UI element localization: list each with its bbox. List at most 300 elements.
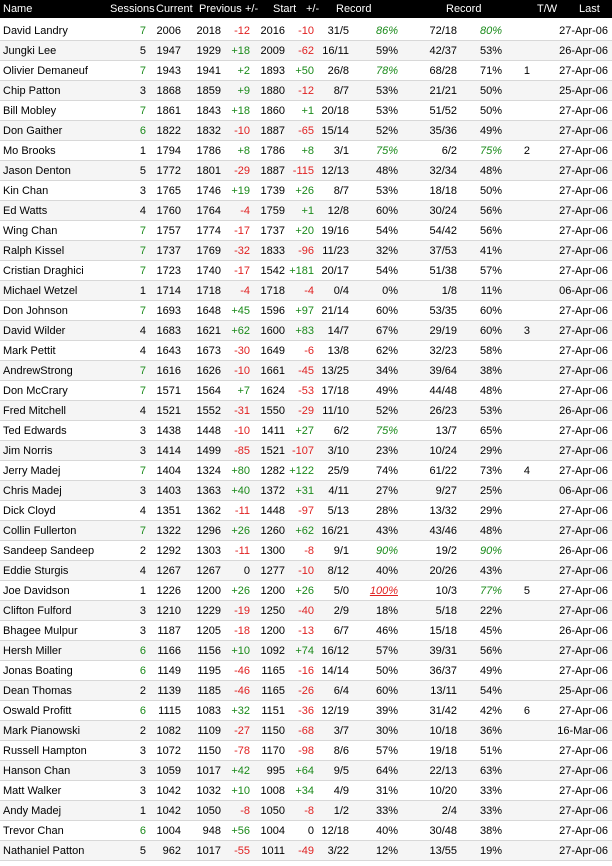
total-pct-cell: 80% bbox=[479, 25, 502, 37]
current-rating-cell: 1187 bbox=[157, 625, 181, 637]
sessions-cell: 1 bbox=[139, 585, 146, 597]
session-record-cell: 4/11 bbox=[328, 485, 349, 497]
current-rating-cell: 1267 bbox=[156, 565, 181, 577]
current-rating-cell: 1226 bbox=[156, 585, 181, 597]
delta-previous-cell: +2 bbox=[237, 65, 250, 77]
session-pct-cell: 60% bbox=[375, 685, 398, 697]
player-name: Fred Mitchell bbox=[3, 405, 66, 417]
delta-previous-cell: +42 bbox=[231, 765, 250, 777]
table-row bbox=[0, 181, 612, 201]
player-name: Ted Edwards bbox=[3, 425, 67, 437]
total-record-cell: 21/21 bbox=[429, 85, 457, 97]
previous-rating-cell: 1017 bbox=[196, 765, 221, 777]
session-pct-cell: 40% bbox=[375, 825, 398, 837]
delta-start-cell: +83 bbox=[295, 325, 314, 337]
player-name: Michael Wetzel bbox=[3, 285, 78, 297]
last-played-cell: 25-Apr-06 bbox=[559, 85, 608, 97]
delta-start-cell: -45 bbox=[298, 365, 314, 377]
previous-rating-cell: 1769 bbox=[196, 245, 221, 257]
previous-rating-cell: 1109 bbox=[197, 725, 221, 737]
delta-start-cell: -29 bbox=[298, 405, 314, 417]
player-name: Olivier Demaneuf bbox=[3, 65, 88, 77]
previous-rating-cell: 1764 bbox=[196, 205, 221, 217]
previous-rating-cell: 1673 bbox=[196, 345, 221, 357]
total-pct-cell: 53% bbox=[479, 45, 502, 57]
sessions-cell: 2 bbox=[139, 725, 146, 737]
start-rating-cell: 1170 bbox=[261, 745, 285, 757]
delta-start-cell: -65 bbox=[298, 125, 314, 137]
sessions-cell: 4 bbox=[139, 325, 146, 337]
delta-previous-cell: +45 bbox=[231, 305, 250, 317]
delta-previous-cell: +80 bbox=[231, 465, 250, 477]
table-row bbox=[0, 321, 612, 341]
session-record-cell: 5/0 bbox=[333, 585, 349, 597]
previous-rating-cell: 1941 bbox=[196, 65, 221, 77]
previous-rating-cell: 1050 bbox=[196, 805, 221, 817]
delta-start-cell: -26 bbox=[298, 685, 314, 697]
header-previous: Previous bbox=[199, 3, 242, 15]
start-rating-cell: 1008 bbox=[260, 785, 285, 797]
table-header bbox=[0, 0, 612, 18]
last-played-cell: 06-Apr-06 bbox=[559, 485, 608, 497]
player-name: Jason Denton bbox=[3, 165, 71, 177]
start-rating-cell: 1759 bbox=[260, 205, 285, 217]
last-played-cell: 27-Apr-06 bbox=[559, 185, 608, 197]
session-pct-cell: 18% bbox=[375, 605, 398, 617]
delta-previous-cell: -17 bbox=[234, 265, 250, 277]
sessions-cell: 6 bbox=[139, 705, 146, 717]
session-pct-cell: 86% bbox=[375, 25, 398, 37]
sessions-cell: 7 bbox=[139, 265, 146, 277]
delta-start-cell: -40 bbox=[298, 605, 314, 617]
previous-rating-cell: 1564 bbox=[196, 385, 221, 397]
session-record-cell: 8/6 bbox=[333, 745, 349, 757]
previous-rating-cell: 1448 bbox=[196, 425, 221, 437]
delta-start-cell: -12 bbox=[298, 85, 314, 97]
header-start: Start bbox=[273, 3, 297, 15]
sessions-cell: 3 bbox=[139, 605, 146, 617]
total-record-cell: 39/64 bbox=[429, 365, 457, 377]
start-rating-cell: 1833 bbox=[260, 245, 285, 257]
current-rating-cell: 1822 bbox=[156, 125, 181, 137]
total-record-cell: 51/52 bbox=[429, 105, 457, 117]
start-rating-cell: 1600 bbox=[260, 325, 285, 337]
current-rating-cell: 1714 bbox=[156, 285, 181, 297]
session-pct-cell: 57% bbox=[375, 645, 398, 657]
last-played-cell: 27-Apr-06 bbox=[559, 845, 608, 857]
delta-previous-cell: +40 bbox=[231, 485, 250, 497]
last-played-cell: 27-Apr-06 bbox=[559, 645, 608, 657]
player-name: Andy Madej bbox=[3, 805, 62, 817]
last-played-cell: 26-Apr-06 bbox=[559, 625, 608, 637]
session-pct-cell: 49% bbox=[375, 385, 398, 397]
delta-start-cell: +122 bbox=[289, 465, 314, 477]
start-rating-cell: 1151 bbox=[261, 705, 285, 717]
delta-previous-cell: -11 bbox=[234, 505, 250, 517]
header-name: Name bbox=[3, 3, 33, 15]
delta-previous-cell: -10 bbox=[234, 365, 250, 377]
delta-previous-cell: +56 bbox=[231, 825, 250, 837]
session-record-cell: 12/19 bbox=[321, 705, 349, 717]
session-record-cell: 8/12 bbox=[327, 565, 349, 577]
previous-rating-cell: 1150 bbox=[197, 745, 221, 757]
table-row bbox=[0, 161, 612, 181]
total-pct-cell: 56% bbox=[479, 205, 502, 217]
start-rating-cell: 1661 bbox=[260, 365, 285, 377]
session-pct-cell: 53% bbox=[375, 105, 398, 117]
sessions-cell: 5 bbox=[139, 165, 146, 177]
player-name: Chris Madej bbox=[3, 485, 62, 497]
header-last: Last bbox=[579, 3, 600, 15]
delta-start-cell: -107 bbox=[291, 445, 314, 457]
delta-previous-cell: 0 bbox=[243, 565, 250, 577]
session-pct-cell: 43% bbox=[375, 525, 398, 537]
previous-rating-cell: 1499 bbox=[196, 445, 221, 457]
table-row bbox=[0, 201, 612, 221]
player-name: Collin Fullerton bbox=[3, 525, 77, 537]
total-pct-cell: 73% bbox=[479, 465, 502, 477]
current-rating-cell: 1765 bbox=[156, 185, 181, 197]
current-rating-cell: 1438 bbox=[156, 425, 181, 437]
table-row bbox=[0, 841, 612, 861]
sessions-cell: 4 bbox=[139, 205, 146, 217]
total-record-cell: 13/7 bbox=[435, 425, 457, 437]
delta-start-cell: -16 bbox=[298, 665, 314, 677]
session-pct-cell: 74% bbox=[375, 465, 398, 477]
sessions-cell: 6 bbox=[139, 665, 146, 677]
session-record-cell: 20/18 bbox=[321, 105, 349, 117]
session-pct-cell: 12% bbox=[375, 845, 398, 857]
session-record-cell: 21/14 bbox=[321, 305, 349, 317]
current-rating-cell: 1794 bbox=[156, 145, 181, 157]
session-pct-cell: 34% bbox=[375, 365, 398, 377]
last-played-cell: 26-Apr-06 bbox=[559, 545, 608, 557]
table-row bbox=[0, 21, 612, 41]
session-pct-cell: 54% bbox=[375, 265, 398, 277]
session-record-cell: 11/23 bbox=[322, 245, 349, 257]
sessions-cell: 1 bbox=[139, 285, 146, 297]
sessions-cell: 3 bbox=[139, 185, 146, 197]
total-record-cell: 30/48 bbox=[429, 825, 457, 837]
total-record-cell: 13/55 bbox=[429, 845, 457, 857]
previous-rating-cell: 1296 bbox=[196, 525, 221, 537]
delta-previous-cell: +10 bbox=[231, 785, 250, 797]
player-name: Don McCrary bbox=[3, 385, 68, 397]
table-row bbox=[0, 781, 612, 801]
last-played-cell: 27-Apr-06 bbox=[559, 705, 608, 717]
delta-start-cell: -98 bbox=[298, 745, 314, 757]
delta-previous-cell: -8 bbox=[240, 805, 250, 817]
current-rating-cell: 1322 bbox=[156, 525, 181, 537]
tw-cell: 6 bbox=[523, 705, 530, 717]
total-record-cell: 20/26 bbox=[429, 565, 457, 577]
session-record-cell: 16/21 bbox=[321, 525, 349, 537]
start-rating-cell: 1200 bbox=[260, 585, 285, 597]
previous-rating-cell: 1363 bbox=[196, 485, 221, 497]
session-record-cell: 3/7 bbox=[333, 725, 349, 737]
session-pct-cell: 60% bbox=[375, 205, 398, 217]
start-rating-cell: 2009 bbox=[260, 45, 285, 57]
delta-previous-cell: -4 bbox=[240, 205, 250, 217]
total-pct-cell: 56% bbox=[479, 225, 502, 237]
last-played-cell: 27-Apr-06 bbox=[559, 65, 608, 77]
current-rating-cell: 1351 bbox=[156, 505, 181, 517]
player-name: Sandeep Sandeep bbox=[3, 545, 95, 557]
session-record-cell: 3/22 bbox=[327, 845, 349, 857]
total-pct-cell: 77% bbox=[479, 585, 502, 597]
current-rating-cell: 962 bbox=[162, 845, 181, 857]
session-record-cell: 3/1 bbox=[333, 145, 349, 157]
delta-start-cell: +181 bbox=[289, 265, 314, 277]
header-sessions: Sessions bbox=[110, 3, 155, 15]
session-pct-cell: 27% bbox=[375, 485, 398, 497]
sessions-cell: 3 bbox=[139, 765, 146, 777]
player-name: Russell Hampton bbox=[3, 745, 87, 757]
session-record-cell: 15/14 bbox=[321, 125, 349, 137]
delta-previous-cell: -46 bbox=[234, 665, 250, 677]
player-name: Hersh Miller bbox=[3, 645, 62, 657]
total-pct-cell: 51% bbox=[479, 745, 502, 757]
start-rating-cell: 1411 bbox=[261, 425, 285, 437]
total-record-cell: 39/31 bbox=[429, 645, 457, 657]
player-name: Wing Chan bbox=[3, 225, 58, 237]
delta-previous-cell: +10 bbox=[231, 645, 250, 657]
sessions-cell: 7 bbox=[139, 465, 146, 477]
player-name: Mark Pettit bbox=[3, 345, 56, 357]
session-record-cell: 12/18 bbox=[321, 825, 349, 837]
sessions-cell: 1 bbox=[139, 805, 146, 817]
total-record-cell: 37/53 bbox=[429, 245, 457, 257]
delta-previous-cell: -32 bbox=[234, 245, 250, 257]
current-rating-cell: 2006 bbox=[156, 25, 181, 37]
start-rating-cell: 1542 bbox=[260, 265, 285, 277]
delta-previous-cell: +26 bbox=[231, 585, 250, 597]
total-record-cell: 53/35 bbox=[429, 305, 457, 317]
session-pct-cell: 64% bbox=[375, 765, 398, 777]
delta-start-cell: -13 bbox=[298, 625, 314, 637]
player-name: Nathaniel Patton bbox=[3, 845, 85, 857]
start-rating-cell: 1200 bbox=[260, 625, 285, 637]
sessions-cell: 4 bbox=[139, 565, 146, 577]
total-record-cell: 61/22 bbox=[429, 465, 457, 477]
delta-start-cell: +74 bbox=[295, 645, 314, 657]
session-record-cell: 16/11 bbox=[322, 45, 349, 57]
table-row bbox=[0, 661, 612, 681]
last-played-cell: 27-Apr-06 bbox=[559, 805, 608, 817]
session-record-cell: 26/8 bbox=[327, 65, 349, 77]
last-played-cell: 27-Apr-06 bbox=[559, 245, 608, 257]
total-pct-cell: 60% bbox=[479, 325, 502, 337]
current-rating-cell: 1571 bbox=[156, 385, 181, 397]
session-record-cell: 3/10 bbox=[327, 445, 349, 457]
last-played-cell: 27-Apr-06 bbox=[559, 165, 608, 177]
session-record-cell: 19/16 bbox=[321, 225, 349, 237]
player-name: Eddie Sturgis bbox=[3, 565, 69, 577]
session-pct-cell: 31% bbox=[375, 785, 398, 797]
delta-previous-cell: -11 bbox=[234, 545, 250, 557]
start-rating-cell: 995 bbox=[266, 765, 285, 777]
current-rating-cell: 1643 bbox=[156, 345, 181, 357]
previous-rating-cell: 1229 bbox=[196, 605, 221, 617]
session-pct-cell: 59% bbox=[375, 45, 398, 57]
session-record-cell: 31/5 bbox=[327, 25, 349, 37]
last-played-cell: 27-Apr-06 bbox=[559, 505, 608, 517]
delta-previous-cell: +18 bbox=[231, 105, 250, 117]
header-delta-start: +/- bbox=[306, 3, 320, 15]
total-pct-cell: 56% bbox=[479, 645, 502, 657]
delta-previous-cell: -12 bbox=[234, 25, 250, 37]
last-played-cell: 27-Apr-06 bbox=[559, 145, 608, 157]
total-pct-cell: 48% bbox=[479, 385, 502, 397]
sessions-cell: 3 bbox=[139, 425, 146, 437]
table-row bbox=[0, 141, 612, 161]
start-rating-cell: 1165 bbox=[261, 685, 285, 697]
header-record-session: Record bbox=[336, 3, 372, 15]
start-rating-cell: 1150 bbox=[261, 725, 285, 737]
delta-start-cell: +64 bbox=[295, 765, 314, 777]
delta-previous-cell: -27 bbox=[234, 725, 250, 737]
previous-rating-cell: 1200 bbox=[196, 585, 221, 597]
delta-previous-cell: +62 bbox=[231, 325, 250, 337]
previous-rating-cell: 1267 bbox=[196, 565, 221, 577]
table-row bbox=[0, 381, 612, 401]
session-record-cell: 13/25 bbox=[321, 365, 349, 377]
session-record-cell: 4/9 bbox=[333, 785, 349, 797]
previous-rating-cell: 1801 bbox=[196, 165, 221, 177]
current-rating-cell: 1723 bbox=[156, 265, 181, 277]
session-pct-cell: 23% bbox=[375, 445, 398, 457]
previous-rating-cell: 1017 bbox=[196, 845, 221, 857]
total-record-cell: 10/20 bbox=[429, 785, 457, 797]
sessions-cell: 7 bbox=[139, 305, 146, 317]
start-rating-cell: 1739 bbox=[260, 185, 285, 197]
total-record-cell: 35/36 bbox=[429, 125, 457, 137]
delta-start-cell: -62 bbox=[298, 45, 314, 57]
total-record-cell: 10/3 bbox=[435, 585, 457, 597]
last-played-cell: 27-Apr-06 bbox=[559, 125, 608, 137]
session-record-cell: 6/7 bbox=[333, 625, 349, 637]
table-row bbox=[0, 761, 612, 781]
session-pct-cell: 62% bbox=[375, 345, 398, 357]
delta-start-cell: -8 bbox=[304, 805, 314, 817]
current-rating-cell: 1772 bbox=[156, 165, 181, 177]
session-record-cell: 0/4 bbox=[333, 285, 349, 297]
total-pct-cell: 58% bbox=[479, 345, 502, 357]
table-row bbox=[0, 641, 612, 661]
total-record-cell: 10/24 bbox=[429, 445, 457, 457]
current-rating-cell: 1414 bbox=[156, 445, 181, 457]
delta-previous-cell: +8 bbox=[237, 145, 250, 157]
table-row bbox=[0, 41, 612, 61]
table-row bbox=[0, 281, 612, 301]
total-pct-cell: 33% bbox=[479, 785, 502, 797]
total-record-cell: 10/18 bbox=[429, 725, 457, 737]
current-rating-cell: 1943 bbox=[156, 65, 181, 77]
session-pct-cell: 28% bbox=[375, 505, 398, 517]
delta-start-cell: +27 bbox=[295, 425, 314, 437]
current-rating-cell: 1082 bbox=[156, 725, 181, 737]
session-record-cell: 8/7 bbox=[333, 85, 349, 97]
total-record-cell: 13/11 bbox=[430, 685, 457, 697]
total-pct-cell: 29% bbox=[479, 505, 502, 517]
session-pct-cell: 54% bbox=[375, 225, 398, 237]
start-rating-cell: 1004 bbox=[260, 825, 285, 837]
previous-rating-cell: 1774 bbox=[196, 225, 221, 237]
current-rating-cell: 1404 bbox=[156, 465, 181, 477]
total-pct-cell: 45% bbox=[479, 625, 502, 637]
player-name: Jonas Boating bbox=[3, 665, 73, 677]
total-pct-cell: 43% bbox=[479, 565, 502, 577]
delta-start-cell: -8 bbox=[304, 545, 314, 557]
total-record-cell: 18/18 bbox=[429, 185, 457, 197]
delta-start-cell: +8 bbox=[301, 145, 314, 157]
session-record-cell: 14/7 bbox=[327, 325, 349, 337]
last-played-cell: 27-Apr-06 bbox=[559, 445, 608, 457]
last-played-cell: 27-Apr-06 bbox=[559, 25, 608, 37]
session-pct-cell: 30% bbox=[375, 725, 398, 737]
player-name: Bill Mobley bbox=[3, 105, 57, 117]
total-record-cell: 1/8 bbox=[441, 285, 457, 297]
sessions-cell: 6 bbox=[139, 825, 146, 837]
last-played-cell: 27-Apr-06 bbox=[559, 785, 608, 797]
current-rating-cell: 1403 bbox=[156, 485, 181, 497]
delta-previous-cell: -18 bbox=[234, 625, 250, 637]
table-row bbox=[0, 621, 612, 641]
session-record-cell: 25/9 bbox=[327, 465, 349, 477]
last-played-cell: 27-Apr-06 bbox=[559, 305, 608, 317]
session-pct-cell: 52% bbox=[375, 405, 398, 417]
delta-start-cell: +31 bbox=[295, 485, 314, 497]
total-pct-cell: 54% bbox=[479, 685, 502, 697]
player-name: Matt Walker bbox=[3, 785, 62, 797]
previous-rating-cell: 1929 bbox=[196, 45, 221, 57]
sessions-cell: 3 bbox=[139, 785, 146, 797]
previous-rating-cell: 1843 bbox=[196, 105, 221, 117]
delta-previous-cell: -85 bbox=[234, 445, 250, 457]
session-record-cell: 14/14 bbox=[321, 665, 349, 677]
delta-start-cell: +62 bbox=[295, 525, 314, 537]
player-name: Jim Norris bbox=[3, 445, 53, 457]
table-row bbox=[0, 481, 612, 501]
current-rating-cell: 1947 bbox=[156, 45, 181, 57]
delta-start-cell: +20 bbox=[295, 225, 314, 237]
table-row bbox=[0, 101, 612, 121]
table-row bbox=[0, 81, 612, 101]
last-played-cell: 27-Apr-06 bbox=[559, 585, 608, 597]
total-pct-cell: 11% bbox=[480, 285, 502, 297]
current-rating-cell: 1292 bbox=[156, 545, 181, 557]
sessions-cell: 7 bbox=[139, 65, 146, 77]
total-pct-cell: 42% bbox=[479, 705, 502, 717]
current-rating-cell: 1757 bbox=[156, 225, 181, 237]
session-pct-cell: 75% bbox=[375, 145, 398, 157]
player-name: Chip Patton bbox=[3, 85, 61, 97]
player-name: David Wilder bbox=[3, 325, 66, 337]
last-played-cell: 27-Apr-06 bbox=[559, 265, 608, 277]
player-name: Clifton Fulford bbox=[3, 605, 72, 617]
total-record-cell: 22/13 bbox=[429, 765, 457, 777]
total-pct-cell: 33% bbox=[479, 805, 502, 817]
player-name: Oswald Profitt bbox=[3, 705, 72, 717]
delta-previous-cell: -4 bbox=[240, 285, 250, 297]
total-pct-cell: 71% bbox=[479, 65, 502, 77]
current-rating-cell: 1693 bbox=[156, 305, 181, 317]
session-record-cell: 11/10 bbox=[322, 405, 349, 417]
total-pct-cell: 29% bbox=[479, 445, 502, 457]
delta-start-cell: +50 bbox=[295, 65, 314, 77]
delta-previous-cell: +18 bbox=[231, 45, 250, 57]
sessions-cell: 4 bbox=[139, 405, 146, 417]
